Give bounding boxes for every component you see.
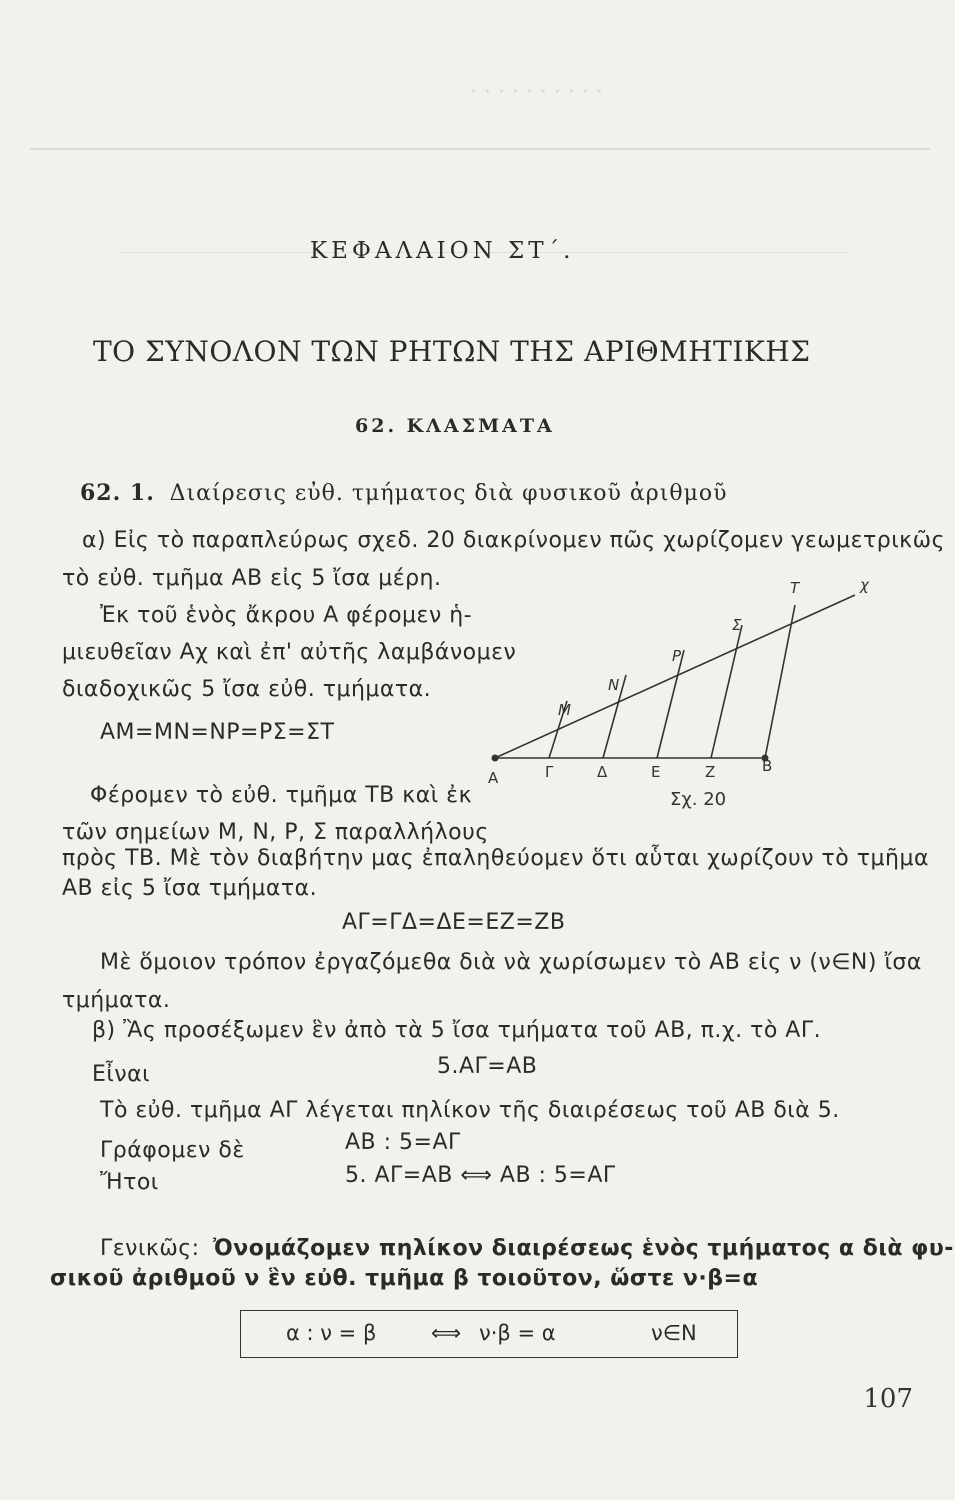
formula-left: α : ν = β xyxy=(286,1321,377,1345)
label-einai: Εἶναι xyxy=(92,1062,151,1087)
ray-Ax xyxy=(495,595,855,758)
label-M: Μ xyxy=(558,701,571,719)
equation-segments-base: ΑΓ=ΓΔ=ΔΕ=ΕΖ=ΖΒ xyxy=(342,910,566,935)
label-D: Δ xyxy=(597,763,608,781)
paragraph-line: Φέρομεν τὸ εὐθ. τμῆμα ΤΒ καὶ ἐκ xyxy=(90,783,473,808)
label-E: Ε xyxy=(651,763,661,781)
paragraph-line: τῶν σημείων Μ, Ν, Ρ, Σ παραλλήλους xyxy=(62,820,489,845)
equation-5AG: 5.ΑΓ=ΑΒ xyxy=(437,1054,538,1079)
label-P: Ρ xyxy=(672,647,682,665)
chapter-title: ΤΟ ΣΥΝΟΛΟΝ ΤΩΝ ΡΗΤΩΝ ΤΗΣ ΑΡΙΘΜΗΤΙΚΗΣ xyxy=(93,335,811,368)
paragraph-line: β) Ἂς προσέξωμεν ἓν ἀπὸ τὰ 5 ἴσα τμήματα τοῦ ΑΒ, π.χ. τὸ ΑΓ. xyxy=(92,1018,822,1043)
subsection-title xyxy=(80,480,727,506)
chapter-label: ΚΕΦΑΛΑΙΟΝ ΣΤ΄. xyxy=(310,238,575,264)
paragraph-line: τμήματα. xyxy=(62,988,171,1013)
label-N: Ν xyxy=(608,676,620,694)
bleed-through-text: · · · · · · · · · · xyxy=(470,80,603,105)
definition-lead: Γενικῶς: xyxy=(100,1236,200,1261)
page-number: 107 xyxy=(863,1384,913,1414)
label-Z: Ζ xyxy=(705,763,716,781)
paragraph-line: διαδοχικῶς 5 ἴσα εὐθ. τμήματα. xyxy=(62,677,432,702)
figure-caption: Σχ. 20 xyxy=(670,789,727,810)
formula-arrow: ⟺ xyxy=(431,1321,462,1345)
paragraph-line: Ἐκ τοῦ ἑνὸς ἄκρου Α φέρομεν ἡ- xyxy=(100,603,473,628)
equation-equivalence: 5. ΑΓ=ΑΒ ⟺ ΑΒ : 5=ΑΓ xyxy=(345,1163,616,1188)
paragraph-line: α) Εἰς τὸ παραπλεύρως σχεδ. 20 διακρίνομεν πῶς χωρίζομεν γεωμετρικῶς xyxy=(82,528,945,553)
subsection-number: 62. 1. xyxy=(80,480,155,506)
definition-line-1 xyxy=(100,1236,954,1261)
label-grafomen: Γράφομεν δὲ xyxy=(100,1138,245,1163)
point-A xyxy=(492,755,499,762)
equation-quotient: ΑΒ : 5=ΑΓ xyxy=(345,1130,461,1155)
paragraph-line: ΑΒ εἰς 5 ἴσα τμήματα. xyxy=(62,876,318,901)
segment-TB xyxy=(765,605,795,758)
figure-20 xyxy=(470,565,890,810)
subsection-text: Διαίρεσις εὐθ. τμήματος διὰ φυσικοῦ ἀριθμοῦ xyxy=(169,481,728,506)
paragraph-line: μιευθεῖαν Αχ καὶ ἐπ' αὐτῆς λαμβάνομεν xyxy=(62,640,517,665)
section-heading: 62. ΚΛΑΣΜΑΤΑ xyxy=(355,415,555,437)
label-chi: χ xyxy=(860,576,869,594)
paragraph-line: Μὲ ὅμοιον τρόπον ἐργαζόμεθα διὰ νὰ χωρίσωμεν τὸ ΑΒ εἰς ν (ν∈Ν) ἴσα xyxy=(100,950,922,975)
definition-bold-text: Ὀνομάζομεν πηλίκον διαιρέσεως ἑνὸς τμήματος α διὰ φυ- xyxy=(213,1236,954,1261)
parallel-P xyxy=(657,650,684,758)
definition-line-2: σικοῦ ἀριθμοῦ ν ἓν εὐθ. τμῆμα β τοιοῦτον, ὥστε ν·β=α xyxy=(50,1266,759,1291)
paragraph-line: πρὸς ΤΒ. Μὲ τὸν διαβήτην μας ἐπαληθεύομεν ὅτι αὗται χωρίζουν τὸ τμῆμα xyxy=(62,846,929,871)
parallel-S xyxy=(711,625,742,758)
bleed-through-line xyxy=(30,148,930,150)
label-S: Σ xyxy=(732,616,742,634)
paragraph-line: τὸ εὐθ. τμῆμα ΑΒ εἰς 5 ἴσα μέρη. xyxy=(62,566,442,591)
label-T: Τ xyxy=(790,579,800,597)
label-itoi: Ἤτοι xyxy=(100,1170,159,1195)
formula-box xyxy=(240,1310,738,1358)
equation-segments-ray: ΑΜ=ΜΝ=ΝΡ=ΡΣ=ΣΤ xyxy=(100,720,335,745)
label-B: Β xyxy=(762,757,773,775)
label-A: Α xyxy=(488,769,499,787)
formula-right: ν·β = α xyxy=(479,1321,556,1345)
formula-domain: ν∈Ν xyxy=(651,1321,697,1345)
paragraph-line: Τὸ εὐθ. τμῆμα ΑΓ λέγεται πηλίκον τῆς διαιρέσεως τοῦ ΑΒ διὰ 5. xyxy=(100,1098,840,1123)
label-G: Γ xyxy=(545,763,554,781)
